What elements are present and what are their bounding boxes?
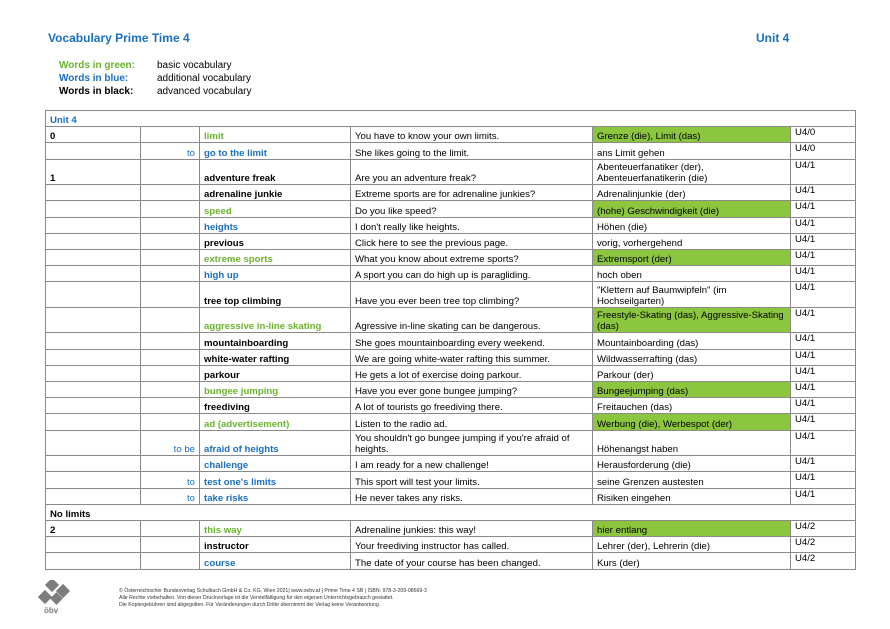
unit-reference: U4/1 <box>791 307 856 333</box>
legend-key: Words in blue: <box>59 73 129 84</box>
unit-reference: U4/2 <box>791 553 856 569</box>
table-row <box>46 143 856 159</box>
table-row <box>46 553 856 569</box>
vocab-word: freediving <box>200 398 351 414</box>
section-number <box>46 414 141 430</box>
vocab-word: limit <box>200 127 351 143</box>
legend-row <box>59 59 252 72</box>
german-translation: Extremsport (der) <box>593 249 791 265</box>
legend-value: additional vocabulary <box>157 73 251 84</box>
word-prefix <box>141 520 200 536</box>
word-prefix: to <box>141 143 200 159</box>
table-row <box>46 398 856 414</box>
oebv-logo <box>38 580 72 614</box>
footer-rights: Alle Rechte vorbehalten. Von dieser Druckvorlage ist die Vervielfältigung für den eigenen Unterrichtsgebrauch gestattet. <box>119 595 394 601</box>
word-prefix <box>141 266 200 282</box>
example-sentence: Have you ever been tree top climbing? <box>351 282 593 308</box>
table-row <box>46 333 856 349</box>
section-number: 2 <box>46 520 141 536</box>
german-translation: Kurs (der) <box>593 553 791 569</box>
table-row <box>46 201 856 217</box>
word-prefix: to <box>141 488 200 504</box>
legend-value: advanced vocabulary <box>157 86 252 97</box>
german-translation: hoch oben <box>593 266 791 282</box>
unit-heading-row <box>46 111 856 127</box>
unit-reference: U4/1 <box>791 333 856 349</box>
table-row <box>46 217 856 233</box>
footer-copyright: © Österreichischer Bundesverlag Schulbuch GmbH & Co. KG, Wien 2021| www.oebv.at | Prime Time 4 SB | ISBN: 978-3-209-08669-3 <box>119 588 427 594</box>
unit-reference: U4/1 <box>791 282 856 308</box>
table-row <box>46 349 856 365</box>
section-number <box>46 217 141 233</box>
unit-reference: U4/1 <box>791 201 856 217</box>
table-row <box>46 365 856 381</box>
german-translation: Höhen (die) <box>593 217 791 233</box>
section-number <box>46 143 141 159</box>
section-heading-row <box>46 504 856 520</box>
vocab-word: previous <box>200 233 351 249</box>
section-number <box>46 233 141 249</box>
legend-row <box>59 72 252 85</box>
example-sentence: He never takes any risks. <box>351 488 593 504</box>
german-translation: Parkour (der) <box>593 365 791 381</box>
example-sentence: This sport will test your limits. <box>351 472 593 488</box>
word-prefix: to be <box>141 430 200 456</box>
section-number <box>46 382 141 398</box>
table-row <box>46 456 856 472</box>
example-sentence: We are going white-water rafting this summer. <box>351 349 593 365</box>
example-sentence: Your freediving instructor has called. <box>351 537 593 553</box>
unit-reference: U4/1 <box>791 382 856 398</box>
vocab-word: heights <box>200 217 351 233</box>
table-row <box>46 249 856 265</box>
unit-reference: U4/1 <box>791 398 856 414</box>
example-sentence: The date of your course has been changed. <box>351 553 593 569</box>
page-title: Vocabulary Prime Time 4 <box>48 31 190 45</box>
unit-heading: Unit 4 <box>46 111 856 127</box>
unit-reference: U4/1 <box>791 217 856 233</box>
vocab-word: instructor <box>200 537 351 553</box>
german-translation: Höhenangst haben <box>593 430 791 456</box>
section-number <box>46 266 141 282</box>
legend-value: basic vocabulary <box>157 60 232 71</box>
example-sentence: Agressive in-line skating can be dangerous. <box>351 307 593 333</box>
example-sentence: Do you like speed? <box>351 201 593 217</box>
word-prefix <box>141 282 200 308</box>
legend-row <box>59 85 252 98</box>
vocab-word: take risks <box>200 488 351 504</box>
word-prefix <box>141 414 200 430</box>
german-translation: (hohe) Geschwindigkeit (die) <box>593 201 791 217</box>
word-prefix <box>141 201 200 217</box>
example-sentence: I don't really like heights. <box>351 217 593 233</box>
table-row <box>46 382 856 398</box>
vocab-word: white-water rafting <box>200 349 351 365</box>
vocab-word: speed <box>200 201 351 217</box>
vocab-word: mountainboarding <box>200 333 351 349</box>
german-translation: Herausforderung (die) <box>593 456 791 472</box>
vocab-word: tree top climbing <box>200 282 351 308</box>
section-heading: No limits <box>46 504 856 520</box>
legend <box>59 59 252 98</box>
unit-reference: U4/1 <box>791 456 856 472</box>
section-number <box>46 282 141 308</box>
word-prefix <box>141 456 200 472</box>
unit-label: Unit 4 <box>756 31 790 45</box>
german-translation: Bungeejumping (das) <box>593 382 791 398</box>
section-number <box>46 456 141 472</box>
table-row <box>46 159 856 185</box>
german-translation: Werbung (die), Werbespot (der) <box>593 414 791 430</box>
section-number <box>46 307 141 333</box>
word-prefix <box>141 307 200 333</box>
example-sentence: What you know about extreme sports? <box>351 249 593 265</box>
section-number <box>46 249 141 265</box>
unit-reference: U4/1 <box>791 349 856 365</box>
german-translation: seine Grenzen austesten <box>593 472 791 488</box>
section-number: 0 <box>46 127 141 143</box>
section-number <box>46 553 141 569</box>
table-row <box>46 282 856 308</box>
unit-reference: U4/1 <box>791 249 856 265</box>
word-prefix <box>141 127 200 143</box>
word-prefix <box>141 398 200 414</box>
vocab-word: aggressive in-line skating <box>200 307 351 333</box>
word-prefix <box>141 365 200 381</box>
unit-reference: U4/1 <box>791 414 856 430</box>
unit-reference: U4/1 <box>791 430 856 456</box>
example-sentence: Extreme sports are for adrenaline junkies? <box>351 185 593 201</box>
unit-reference: U4/0 <box>791 127 856 143</box>
word-prefix <box>141 553 200 569</box>
section-number <box>46 349 141 365</box>
word-prefix <box>141 233 200 249</box>
section-number <box>46 398 141 414</box>
example-sentence: Listen to the radio ad. <box>351 414 593 430</box>
word-prefix <box>141 185 200 201</box>
example-sentence: Click here to see the previous page. <box>351 233 593 249</box>
unit-reference: U4/1 <box>791 488 856 504</box>
example-sentence: You shouldn't go bungee jumping if you're afraid of heights. <box>351 430 593 456</box>
vocab-word: course <box>200 553 351 569</box>
word-prefix <box>141 382 200 398</box>
table-row <box>46 185 856 201</box>
word-prefix <box>141 249 200 265</box>
section-number <box>46 472 141 488</box>
word-prefix <box>141 159 200 185</box>
example-sentence: She likes going to the limit. <box>351 143 593 159</box>
table-row <box>46 233 856 249</box>
vocab-word: afraid of heights <box>200 430 351 456</box>
unit-reference: U4/1 <box>791 233 856 249</box>
unit-reference: U4/2 <box>791 520 856 536</box>
vocabulary-table <box>45 110 856 570</box>
footer-disclaimer: Die Kopiergebühren sind abgegolten. Für Veränderungen durch Dritte übernimmt der Verlag keine Verantwortung. <box>119 602 381 608</box>
section-number <box>46 430 141 456</box>
section-number <box>46 365 141 381</box>
unit-reference: U4/0 <box>791 143 856 159</box>
vocab-word: go to the limit <box>200 143 351 159</box>
german-translation: hier entlang <box>593 520 791 536</box>
section-number <box>46 333 141 349</box>
legend-key: Words in black: <box>59 86 134 97</box>
example-sentence: You have to know your own limits. <box>351 127 593 143</box>
german-translation: Lehrer (der), Lehrerin (die) <box>593 537 791 553</box>
example-sentence: A sport you can do high up is paragliding. <box>351 266 593 282</box>
table-row <box>46 488 856 504</box>
word-prefix <box>141 349 200 365</box>
section-number <box>46 488 141 504</box>
word-prefix <box>141 217 200 233</box>
vocab-word: test one's limits <box>200 472 351 488</box>
vocab-word: ad (advertisement) <box>200 414 351 430</box>
vocab-word: parkour <box>200 365 351 381</box>
german-translation: Mountainboarding (das) <box>593 333 791 349</box>
example-sentence: She goes mountainboarding every weekend. <box>351 333 593 349</box>
table-row <box>46 472 856 488</box>
example-sentence: A lot of tourists go freediving there. <box>351 398 593 414</box>
table-row <box>46 430 856 456</box>
table-row <box>46 520 856 536</box>
table-row <box>46 127 856 143</box>
german-translation: Grenze (die), Limit (das) <box>593 127 791 143</box>
vocab-word: adventure freak <box>200 159 351 185</box>
section-number <box>46 201 141 217</box>
unit-reference: U4/1 <box>791 266 856 282</box>
logo-text: öbv <box>44 606 59 614</box>
german-translation: Freitauchen (das) <box>593 398 791 414</box>
section-number <box>46 537 141 553</box>
german-translation: Adrenalinjunkie (der) <box>593 185 791 201</box>
german-translation: Wildwasserrafting (das) <box>593 349 791 365</box>
german-translation: vorig, vorhergehend <box>593 233 791 249</box>
word-prefix: to <box>141 472 200 488</box>
word-prefix <box>141 537 200 553</box>
vocab-word: high up <box>200 266 351 282</box>
unit-reference: U4/2 <box>791 537 856 553</box>
table-row <box>46 266 856 282</box>
german-translation: Risiken eingehen <box>593 488 791 504</box>
example-sentence: I am ready for a new challenge! <box>351 456 593 472</box>
german-translation: "Klettern auf Baumwipfeln" (im Hochseilgarten) <box>593 282 791 308</box>
table-row <box>46 307 856 333</box>
example-sentence: He gets a lot of exercise doing parkour. <box>351 365 593 381</box>
vocab-word: extreme sports <box>200 249 351 265</box>
german-translation: Freestyle-Skating (das), Aggressive-Skating (das) <box>593 307 791 333</box>
section-number <box>46 185 141 201</box>
table-row <box>46 537 856 553</box>
german-translation: ans Limit gehen <box>593 143 791 159</box>
example-sentence: Adrenaline junkies: this way! <box>351 520 593 536</box>
german-translation: Abenteuerfanatiker (der), Abenteuerfanatikerin (die) <box>593 159 791 185</box>
section-number: 1 <box>46 159 141 185</box>
vocab-word: bungee jumping <box>200 382 351 398</box>
footer <box>119 588 427 609</box>
unit-reference: U4/1 <box>791 159 856 185</box>
vocab-word: this way <box>200 520 351 536</box>
word-prefix <box>141 333 200 349</box>
table-row <box>46 414 856 430</box>
legend-key: Words in green: <box>59 60 135 71</box>
unit-reference: U4/1 <box>791 472 856 488</box>
unit-reference: U4/1 <box>791 185 856 201</box>
unit-reference: U4/1 <box>791 365 856 381</box>
example-sentence: Have you ever gone bungee jumping? <box>351 382 593 398</box>
vocab-word: challenge <box>200 456 351 472</box>
vocab-word: adrenaline junkie <box>200 185 351 201</box>
example-sentence: Are you an adventure freak? <box>351 159 593 185</box>
